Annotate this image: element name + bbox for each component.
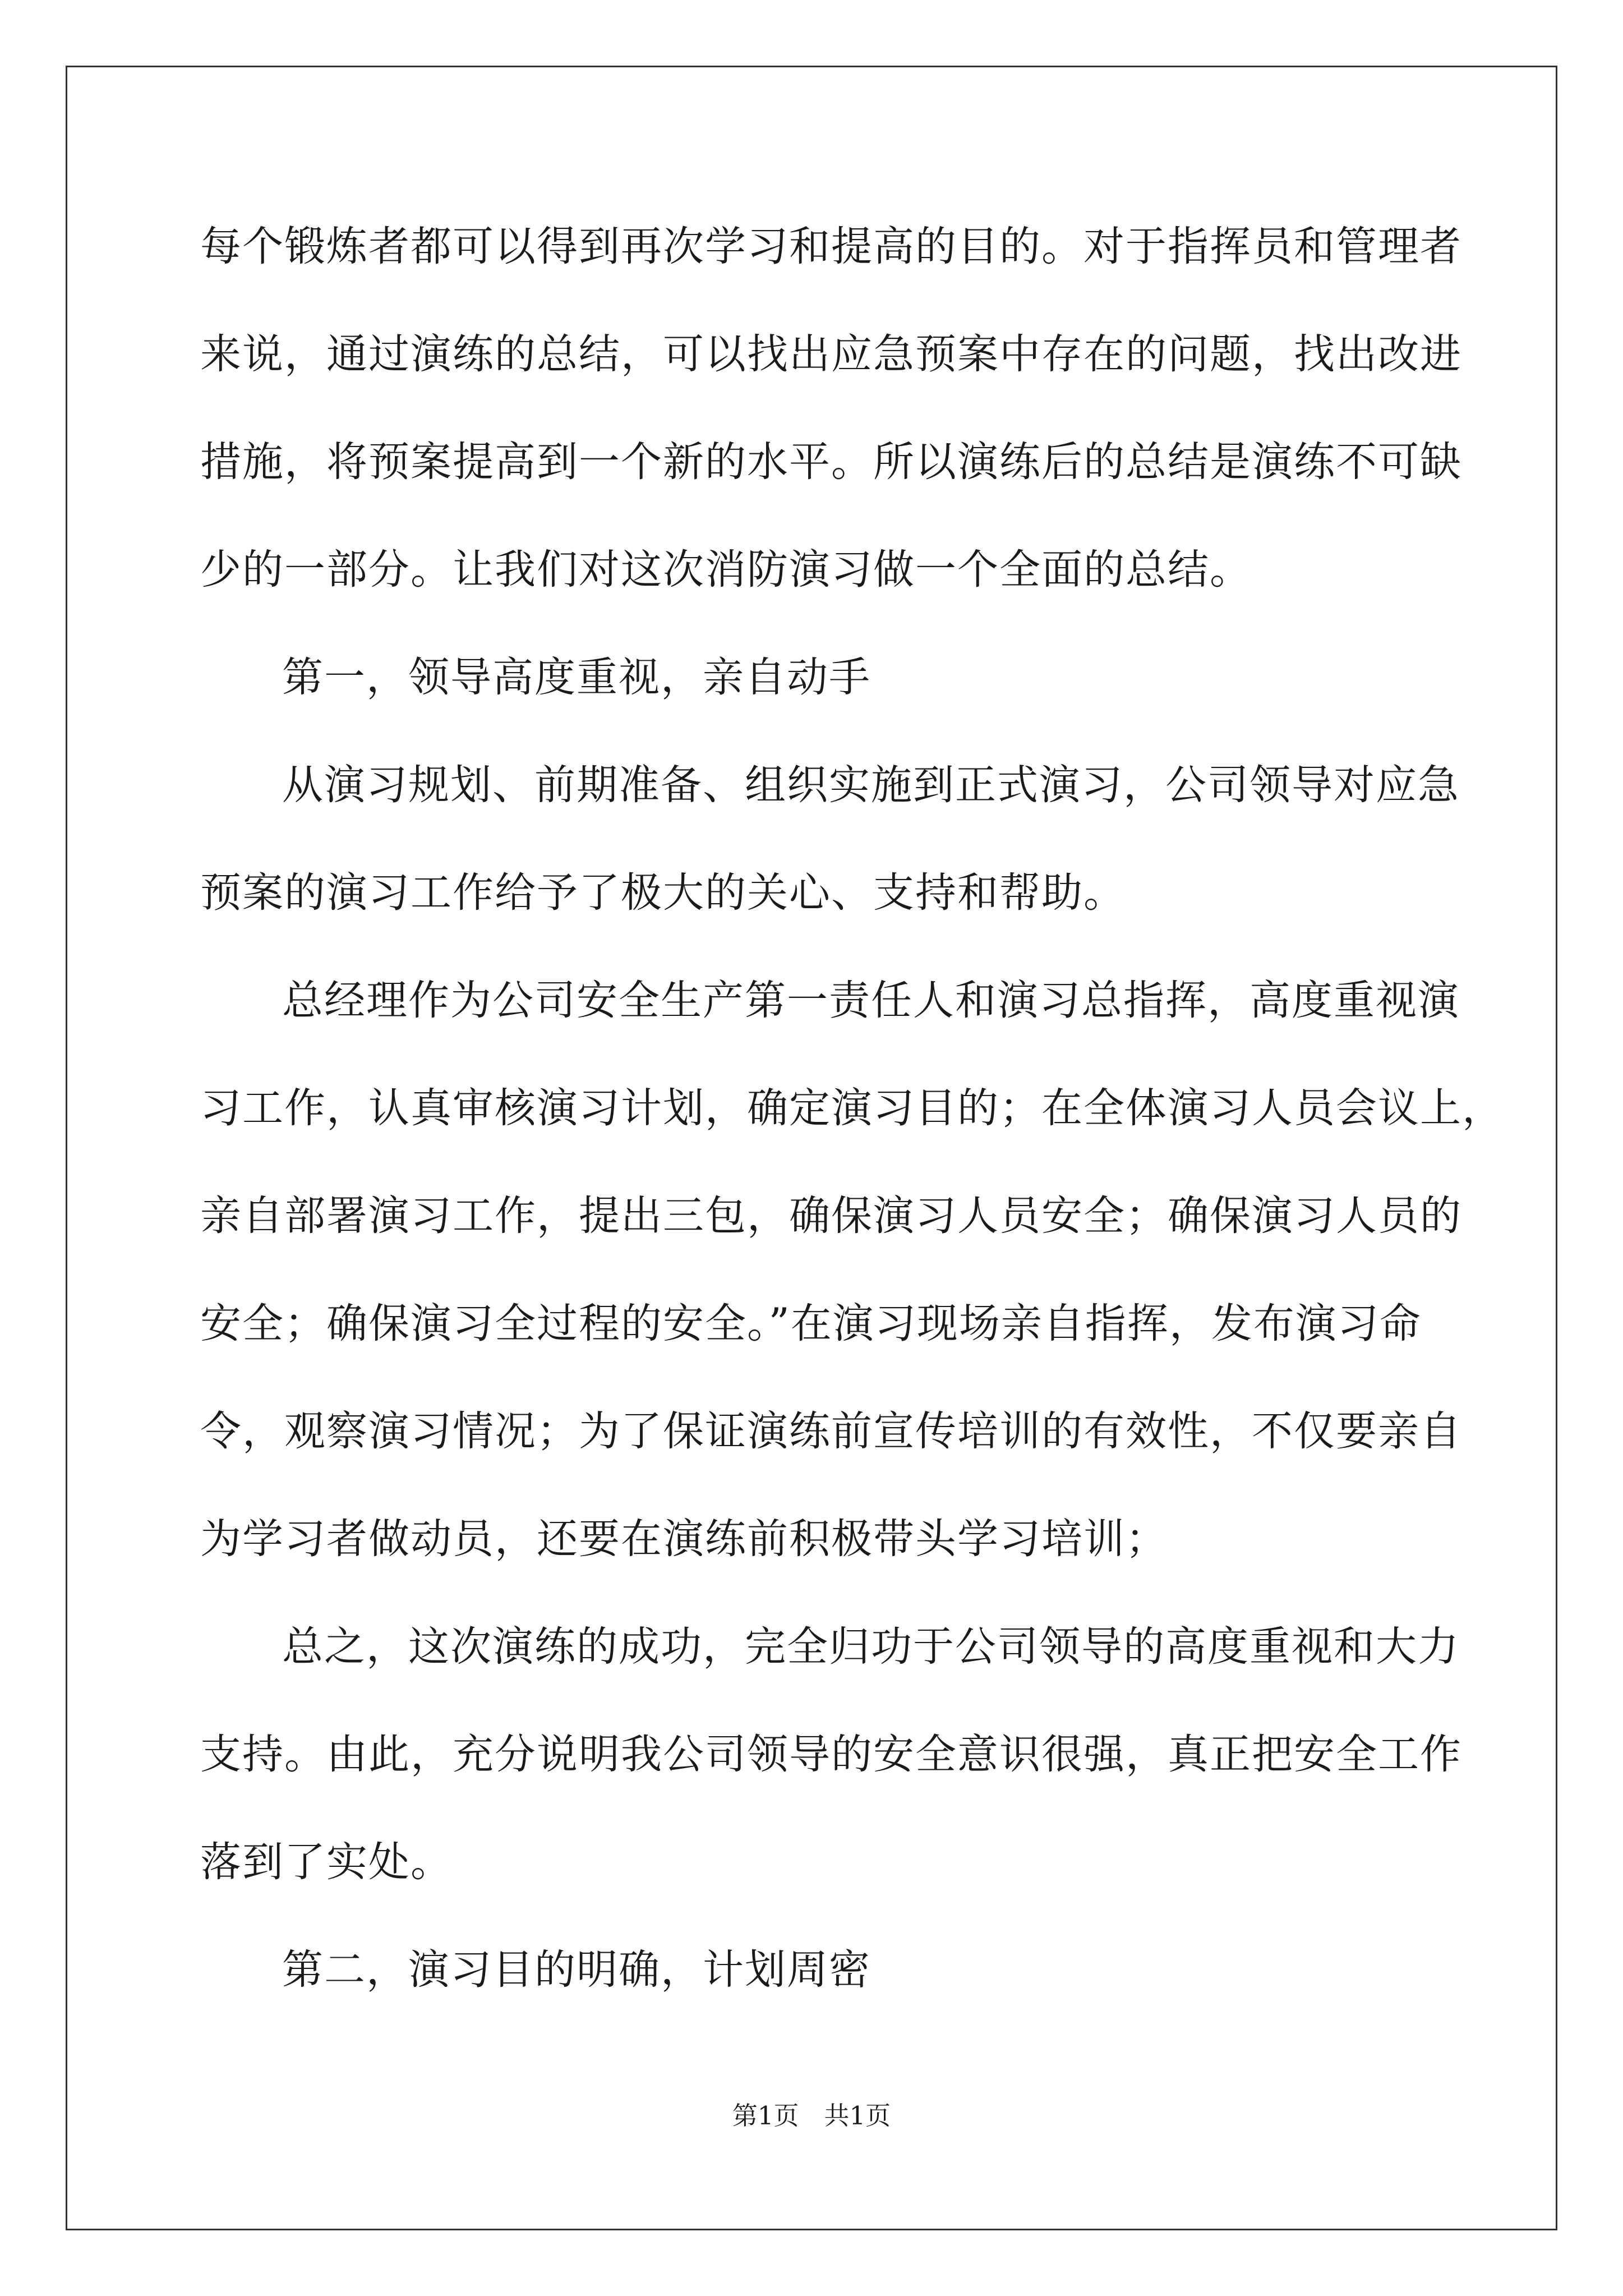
text-line: 令，观察演习情况；为了保证演练前宣传培训的有效性，不仅要亲自	[200, 1407, 1462, 1455]
section-heading: 第二，演习目的明确，计划周密	[282, 1946, 871, 1994]
text-line: 每个锻炼者都可以得到再次学习和提高的目的。对于指挥员和管理者	[200, 223, 1462, 270]
document-body	[200, 216, 1504, 2047]
text-line: 落到了实处。	[200, 1838, 453, 1886]
text-line: 来说，通过演练的总结，可以找出应急预案中存在的问题，找出改进	[200, 330, 1462, 378]
text-line: 总之，这次演练的成功，完全归功于公司领导的高度重视和大力	[282, 1623, 1460, 1671]
text-line: 少的一部分。让我们对这次消防演习做一个全面的总结。	[200, 546, 1252, 593]
page-number-footer: 第1页 共1页	[732, 2101, 891, 2131]
section-heading: 第一，领导高度重视，亲自动手	[282, 654, 871, 701]
text-line: 亲自部署演习工作，提出三包，确保演习人员安全；确保演习人员的	[200, 1192, 1462, 1240]
text-line: 预案的演习工作给予了极大的关心、支持和帮助。	[200, 869, 1126, 917]
text-line: 支持。由此，充分说明我公司领导的安全意识很强，真正把安全工作	[200, 1731, 1462, 1778]
text-line: 总经理作为公司安全生产第一责任人和演习总指挥，高度重视演	[282, 977, 1460, 1024]
text-line: 习工作，认真审核演习计划，确定演习目的；在全体演习人员会议上，	[200, 1084, 1504, 1132]
text-line: 安全；确保演习全过程的安全。”在演习现场亲自指挥，发布演习命	[200, 1300, 1422, 1347]
text-line: 从演习规划、前期准备、组织实施到正式演习，公司领导对应急	[282, 761, 1460, 809]
text-line: 措施，将预案提高到一个新的水平。所以演练后的总结是演练不可缺	[200, 438, 1462, 486]
text-line: 为学习者做动员，还要在演练前积极带头学习培训；	[200, 1515, 1168, 1563]
